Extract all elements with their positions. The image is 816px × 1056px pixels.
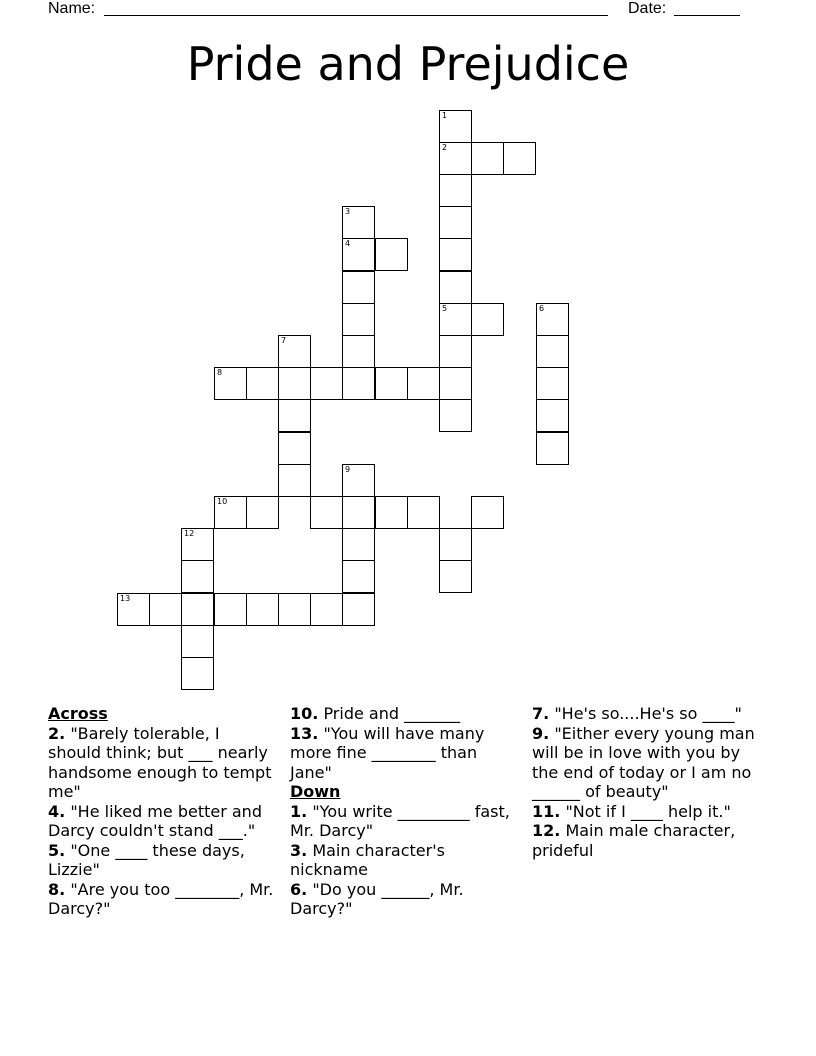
- across-clue-10: [290, 704, 516, 724]
- crossword-cell[interactable]: [342, 271, 375, 304]
- across-heading: Across: [48, 704, 108, 723]
- crossword-cell[interactable]: [375, 367, 408, 400]
- clue-number-label: 7: [281, 336, 287, 345]
- page-title: Pride and Prejudice: [186, 37, 630, 91]
- crossword-cell[interactable]: [342, 528, 375, 561]
- crossword-cell[interactable]: [439, 367, 472, 400]
- crossword-cell[interactable]: [407, 496, 440, 529]
- crossword-cell[interactable]: [439, 560, 472, 593]
- crossword-cell[interactable]: [342, 303, 375, 336]
- crossword-cell[interactable]: [439, 206, 472, 239]
- clue-number-label: 4: [345, 239, 351, 248]
- crossword-cell[interactable]: [536, 303, 569, 336]
- clue-text: "He's so....He's so ____": [554, 704, 742, 723]
- crossword-cell[interactable]: [471, 142, 504, 175]
- crossword-cell[interactable]: [342, 464, 375, 497]
- crossword-cell[interactable]: [439, 174, 472, 207]
- down-clue-9: [532, 724, 758, 802]
- crossword-cell[interactable]: [342, 238, 375, 271]
- date-label: Date:: [628, 0, 667, 17]
- crossword-cell[interactable]: [439, 335, 472, 368]
- crossword-cell[interactable]: [181, 528, 214, 561]
- crossword-cell[interactable]: [149, 593, 182, 626]
- crossword-cell[interactable]: [278, 464, 311, 497]
- crossword-cell[interactable]: [471, 496, 504, 529]
- crossword-cell[interactable]: [342, 335, 375, 368]
- clue-number-label: 3: [345, 207, 351, 216]
- clue-number: 5.: [48, 840, 66, 860]
- clue-number: 8.: [48, 879, 66, 899]
- crossword-cell[interactable]: [536, 399, 569, 432]
- crossword-cell[interactable]: [278, 399, 311, 432]
- crossword-cell[interactable]: [439, 110, 472, 143]
- clue-number-label: 8: [217, 368, 223, 377]
- crossword-cell[interactable]: [214, 496, 247, 529]
- clue-text: "One ____ these days, Lizzie": [48, 840, 245, 879]
- crossword-cell[interactable]: [471, 303, 504, 336]
- crossword-cell[interactable]: [181, 593, 214, 626]
- clue-number: 1.: [290, 801, 308, 821]
- crossword-cell[interactable]: [439, 238, 472, 271]
- clue-number-label: 5: [442, 304, 448, 313]
- clue-number-label: 13: [120, 594, 131, 603]
- clue-number: 4.: [48, 801, 66, 821]
- clue-text: "Not if I ____ help it.": [565, 801, 731, 821]
- crossword-cell[interactable]: [439, 271, 472, 304]
- clue-number: 13.: [290, 723, 319, 743]
- across-clue-8: [48, 880, 274, 919]
- clue-number-label: 12: [184, 529, 195, 538]
- clue-column-1: [48, 704, 274, 919]
- down-clue-3: [290, 841, 516, 880]
- clue-text: Pride and _______: [323, 704, 461, 723]
- crossword-cell[interactable]: [536, 335, 569, 368]
- crossword-cell[interactable]: [439, 142, 472, 175]
- clue-text: "You write _________ fast, Mr. Darcy": [290, 801, 510, 840]
- crossword-cell[interactable]: [439, 303, 472, 336]
- clue-number: 12.: [532, 821, 561, 840]
- clue-number-label: 1: [442, 111, 448, 120]
- crossword-cell[interactable]: [536, 367, 569, 400]
- clue-text: Main male character, prideful: [532, 821, 736, 860]
- down-clue-12: [532, 821, 758, 860]
- crossword-cell[interactable]: [278, 432, 311, 465]
- crossword-cell[interactable]: [214, 367, 247, 400]
- crossword-cell[interactable]: [342, 206, 375, 239]
- clue-text: "Either every young man will be in love with you by the end of today or I am no ______ of beauty": [532, 723, 755, 801]
- crossword-cell[interactable]: [342, 496, 375, 529]
- down-clue-1: [290, 802, 516, 841]
- clue-text: "He liked me better and Darcy couldn't stand ___.": [48, 801, 262, 840]
- crossword-cell[interactable]: [536, 432, 569, 465]
- crossword-cell[interactable]: [214, 593, 247, 626]
- crossword-cell[interactable]: [503, 142, 536, 175]
- clue-number: 10.: [290, 704, 319, 723]
- crossword-cell[interactable]: [342, 593, 375, 626]
- clue-number: 11.: [532, 801, 561, 821]
- crossword-cell[interactable]: [310, 496, 343, 529]
- clue-column-3: [532, 704, 758, 860]
- clue-column-2: [290, 704, 516, 919]
- crossword-cell[interactable]: [342, 367, 375, 400]
- clue-number-label: 9: [345, 465, 351, 474]
- crossword-cell[interactable]: [246, 593, 279, 626]
- crossword-cell[interactable]: [439, 399, 472, 432]
- clue-number: 6.: [290, 879, 308, 899]
- crossword-cell[interactable]: [278, 335, 311, 368]
- crossword-cell[interactable]: [278, 367, 311, 400]
- across-clue-13: [290, 724, 516, 783]
- name-label: Name:: [48, 0, 96, 17]
- clue-number: 3.: [290, 840, 308, 860]
- down-clue-11: [532, 802, 758, 822]
- clue-number-label: 2: [442, 143, 448, 152]
- down-clue-6: [290, 880, 516, 919]
- crossword-cell[interactable]: [439, 528, 472, 561]
- clue-text: "Do you ______, Mr. Darcy?": [290, 879, 464, 918]
- clue-number-label: 10: [217, 497, 228, 506]
- crossword-cell[interactable]: [181, 657, 214, 690]
- down-heading: Down: [290, 782, 341, 801]
- clue-number: 7.: [532, 704, 550, 723]
- clue-text: "Are you too ________, Mr. Darcy?": [48, 879, 274, 918]
- crossword-cell[interactable]: [310, 593, 343, 626]
- crossword-cell[interactable]: [117, 593, 150, 626]
- clue-number: 2.: [48, 723, 66, 743]
- crossword-cell[interactable]: [407, 367, 440, 400]
- down-clue-7: [532, 704, 758, 724]
- crossword-cell[interactable]: [181, 560, 214, 593]
- crossword-cell[interactable]: [246, 367, 279, 400]
- across-clue-5: [48, 841, 274, 880]
- clue-text: Main character's nickname: [290, 840, 445, 879]
- crossword-cell[interactable]: [342, 560, 375, 593]
- crossword-cell[interactable]: [246, 496, 279, 529]
- clue-number-label: 6: [539, 304, 545, 313]
- clue-number: 9.: [532, 723, 550, 743]
- crossword-cell[interactable]: [375, 496, 408, 529]
- clue-text: "Barely tolerable, I should think; but ___ nearly handsome enough to tempt me": [48, 723, 272, 801]
- across-clue-4: [48, 802, 274, 841]
- across-clue-2: [48, 724, 274, 802]
- crossword-cell[interactable]: [181, 625, 214, 658]
- clue-text: "You will have many more fine ________ than Jane": [290, 723, 485, 782]
- crossword-cell[interactable]: [310, 367, 343, 400]
- crossword-cell[interactable]: [278, 593, 311, 626]
- crossword-cell[interactable]: [375, 238, 408, 271]
